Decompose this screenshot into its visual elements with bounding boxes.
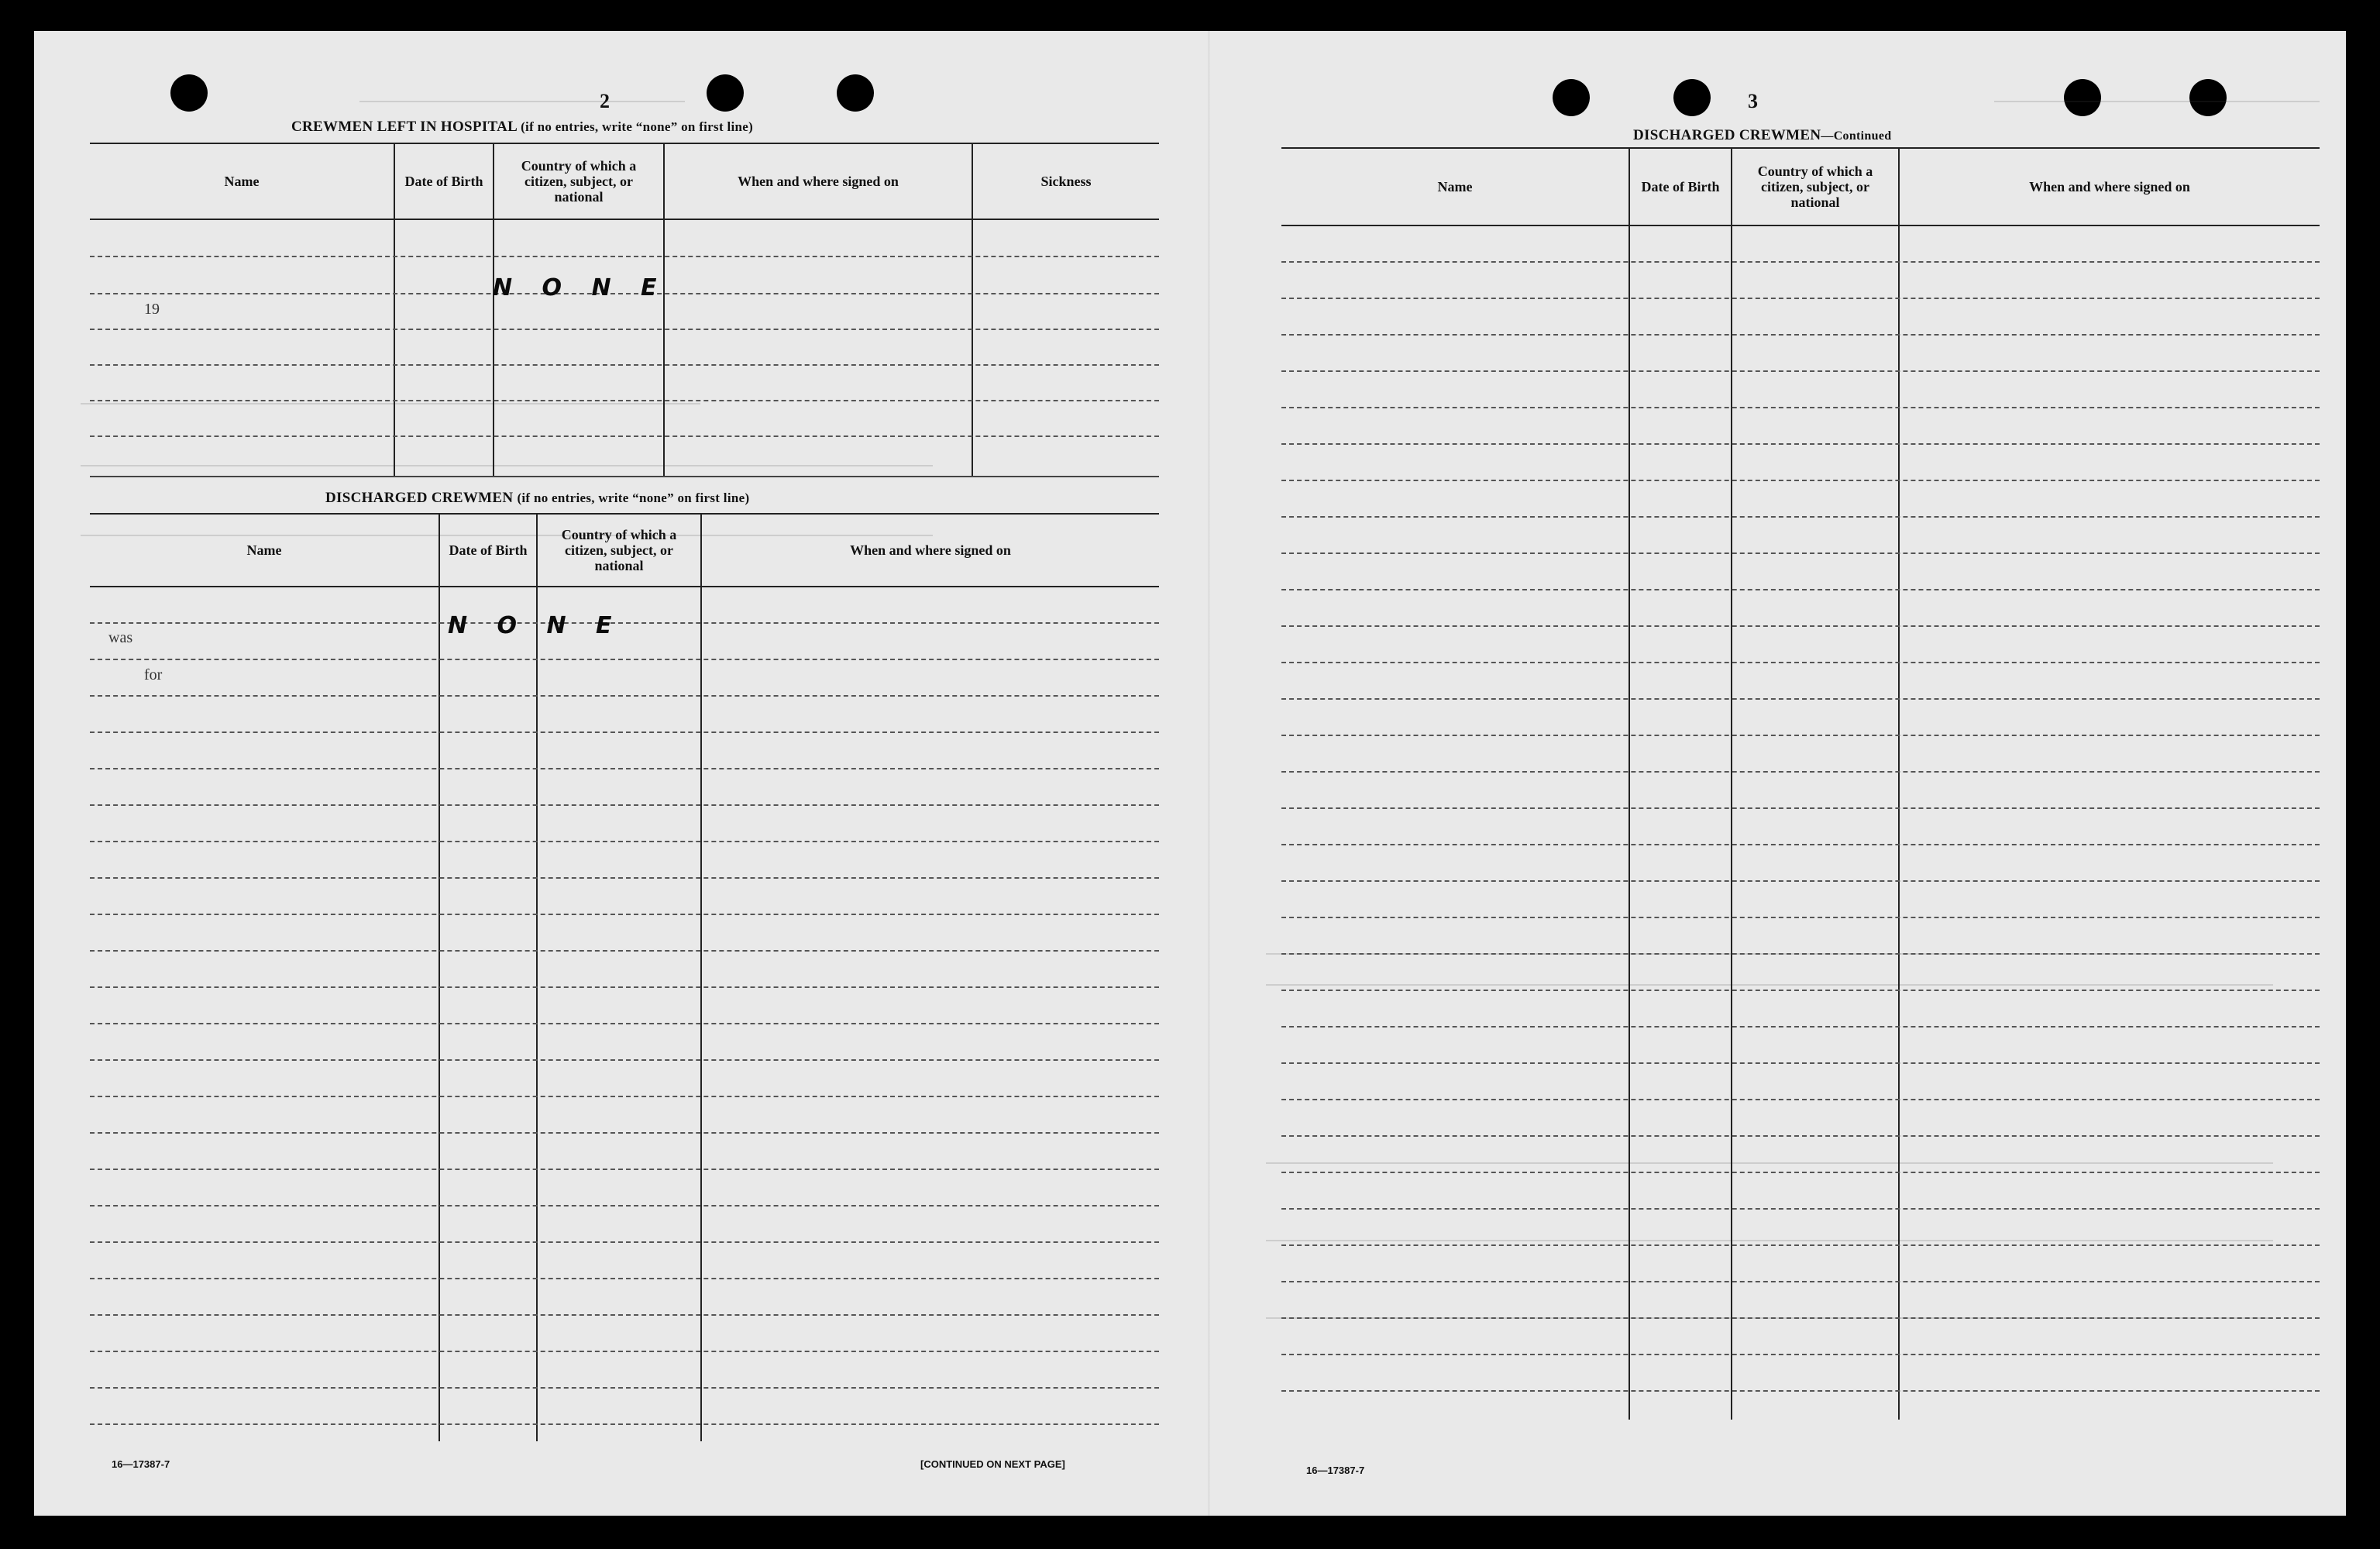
table-row: [90, 1241, 1159, 1243]
table-row: [1281, 1099, 2320, 1100]
left-page: [34, 31, 1196, 1516]
column-header-name: Name: [1437, 179, 1473, 194]
table-row: [90, 731, 1159, 733]
table-row: [90, 986, 1159, 988]
table-row: [1281, 261, 2320, 263]
table-row: [90, 695, 1159, 697]
table-row: [1281, 735, 2320, 736]
table-row: [90, 1096, 1159, 1097]
table-row: [1281, 698, 2320, 700]
right-page: [1219, 31, 2346, 1516]
column-header-name: Name: [224, 174, 260, 189]
table-row: [1281, 1172, 2320, 1173]
punch-hole-icon: [1673, 79, 1711, 116]
column-header-date-of-birth: Date of Birth: [1641, 179, 1720, 194]
page-number: 2: [600, 90, 610, 112]
column-header-signed-on: When and where signed on: [850, 542, 1011, 558]
table-row: [1281, 589, 2320, 590]
table-row: [90, 1351, 1159, 1352]
row-fragment: for: [144, 666, 163, 683]
table-row: [90, 1023, 1159, 1024]
table-row: [1281, 1208, 2320, 1210]
table-row: [1281, 370, 2320, 372]
table-row: [1281, 625, 2320, 627]
table-row: [1281, 443, 2320, 445]
column-header-name: Name: [246, 542, 282, 558]
column-header-country: Country of which a citizen, subject, or national: [561, 527, 677, 573]
discharged-entry-none: N O N E: [448, 612, 623, 639]
column-header-country: Country of which a citizen, subject, or national: [521, 158, 637, 205]
table-row: [1281, 771, 2320, 773]
table-row: [1281, 953, 2320, 955]
discharged-table: [90, 513, 1159, 1441]
column-header-signed-on: When and where signed on: [738, 174, 899, 189]
punch-hole-icon: [707, 74, 744, 112]
table-row: [90, 1387, 1159, 1389]
hospital-section-title: CREWMEN LEFT IN HOSPITAL (if no entries, write “none” on first line): [291, 119, 754, 135]
table-row: [90, 1169, 1159, 1170]
document-sheet: [34, 31, 2346, 1516]
table-row: [1281, 1026, 2320, 1028]
table-row: [1281, 1135, 2320, 1137]
table-row: [90, 950, 1159, 952]
table-row: [1281, 1244, 2320, 1246]
table-row: [90, 622, 1159, 624]
table-row: [1281, 1062, 2320, 1064]
table-row: [1281, 807, 2320, 809]
table-row: [1281, 1281, 2320, 1282]
punch-hole-icon: [170, 74, 208, 112]
table-row: [1281, 990, 2320, 991]
punch-hole-icon: [837, 74, 874, 112]
row-fragment: was: [108, 629, 133, 646]
column-header-signed-on: When and where signed on: [2029, 179, 2190, 194]
punch-hole-icon: [1553, 79, 1590, 116]
table-row: [1281, 480, 2320, 481]
column-header-date-of-birth: Date of Birth: [449, 542, 528, 558]
table-row: [1281, 844, 2320, 845]
page-fold: [1208, 31, 1210, 1516]
table-row: [1281, 1317, 2320, 1319]
table-row: [1281, 880, 2320, 882]
continued-note: [CONTINUED ON NEXT PAGE]: [920, 1458, 1065, 1470]
table-row: [1281, 298, 2320, 299]
page-number: 3: [1748, 90, 1758, 112]
table-row: [90, 914, 1159, 915]
discharged-continued-table: [1281, 147, 2320, 1420]
table-row: [1281, 552, 2320, 554]
form-number: 16—17387-7: [1306, 1465, 1365, 1476]
table-row: [1281, 662, 2320, 663]
table-row: [90, 1132, 1159, 1134]
table-row: [90, 841, 1159, 842]
table-row: [90, 1423, 1159, 1425]
table-row: [1281, 334, 2320, 336]
table-row: [1281, 516, 2320, 518]
table-row: [90, 1059, 1159, 1061]
table-row: [1281, 1354, 2320, 1355]
hospital-entry-none: N O N E: [493, 274, 668, 301]
table-row: [90, 877, 1159, 879]
table-row: [90, 768, 1159, 769]
table-row: [1281, 917, 2320, 918]
table-row: [1281, 1390, 2320, 1392]
column-header-date-of-birth: Date of Birth: [404, 174, 483, 189]
discharged-section-title: DISCHARGED CREWMEN (if no entries, write “none” on first line): [325, 490, 750, 506]
table-row: [90, 1278, 1159, 1279]
table-row: [90, 659, 1159, 660]
hospital-table: [90, 143, 1159, 477]
table-row: [1281, 407, 2320, 408]
table-row: [90, 1314, 1159, 1316]
form-number: 16—17387-7: [112, 1458, 170, 1470]
table-row: [90, 804, 1159, 806]
table-row: [90, 1205, 1159, 1206]
column-header-sickness: Sickness: [1040, 174, 1092, 189]
punch-hole-icon: [2064, 79, 2101, 116]
column-header-country: Country of which a citizen, subject, or national: [1757, 164, 1873, 210]
row-fragment: 19: [144, 301, 160, 318]
punch-hole-icon: [2189, 79, 2227, 116]
discharged-continued-title: DISCHARGED CREWMEN—Continued: [1633, 127, 1892, 143]
